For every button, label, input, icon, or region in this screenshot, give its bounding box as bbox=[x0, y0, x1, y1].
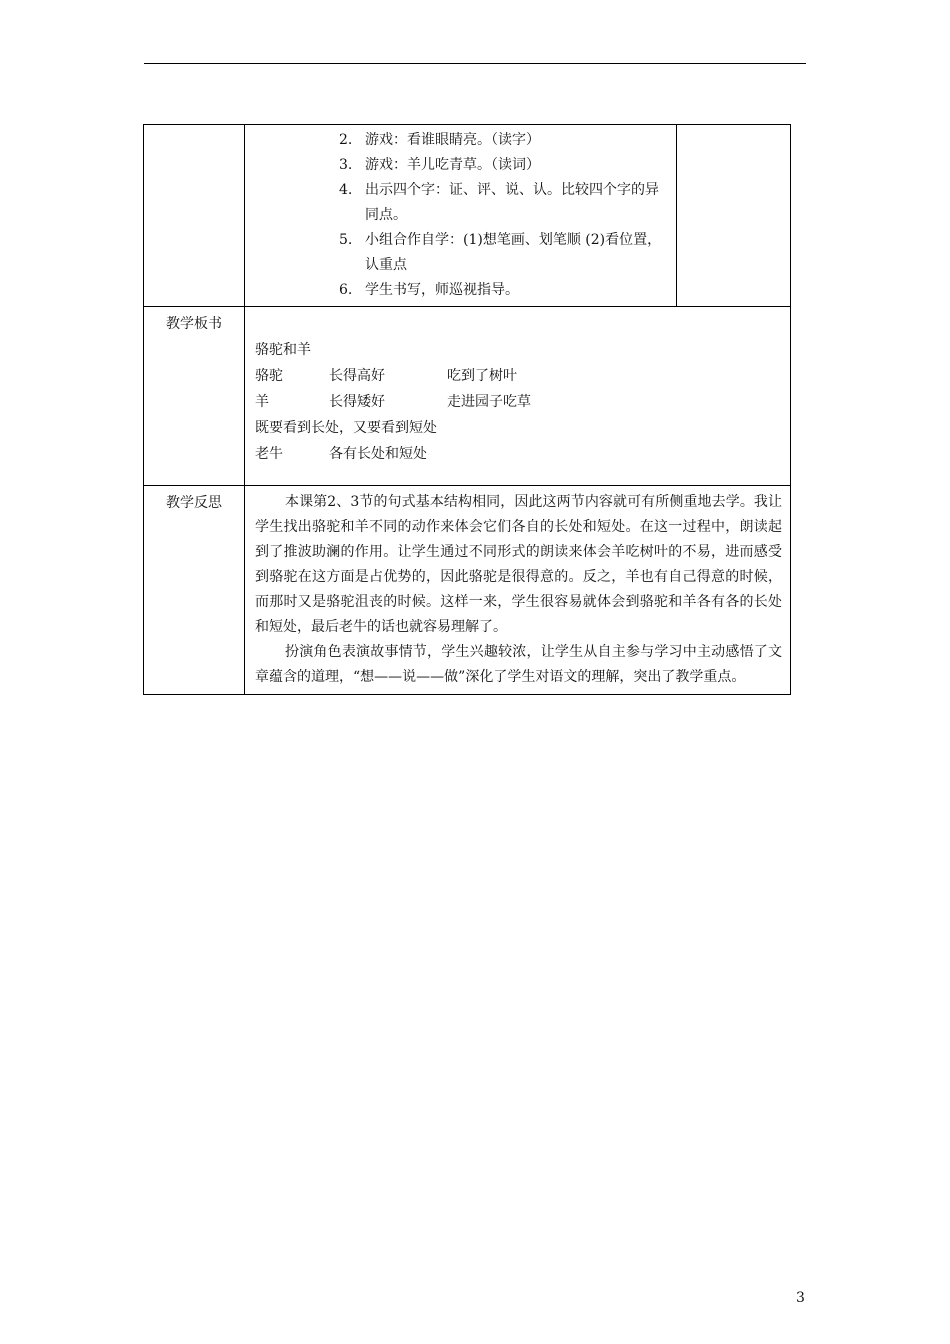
header-rule bbox=[144, 63, 806, 64]
board-result: 吃到了树叶 bbox=[447, 368, 517, 384]
step-number: 2. bbox=[339, 132, 353, 148]
board-line-sheep bbox=[255, 389, 790, 415]
board-result: 走进园子吃草 bbox=[447, 394, 531, 410]
step-number: 4. bbox=[339, 182, 353, 198]
step-text: 游戏：羊儿吃青草。（读词） bbox=[365, 157, 540, 173]
board-line-camel bbox=[255, 363, 790, 389]
steps-notes-cell bbox=[677, 125, 791, 307]
reflection-paragraph: 扮演角色表演故事情节，学生兴趣较浓，让学生从自主参与学习中主动感悟了文章蕴含的道理，“想——说——做”深化了学生对语文的理解，突出了教学重点。 bbox=[255, 644, 782, 685]
board-trait: 长得高好 bbox=[329, 368, 385, 384]
step-text: 游戏：看谁眼睛亮。（读字） bbox=[365, 132, 540, 148]
lesson-plan-table bbox=[143, 124, 791, 695]
step-number: 5. bbox=[339, 232, 353, 248]
step-item bbox=[245, 278, 676, 303]
board-content bbox=[245, 307, 791, 486]
board-trait: 各有长处和短处 bbox=[329, 446, 427, 462]
reflection-content bbox=[245, 486, 791, 695]
board-subject: 羊 bbox=[255, 394, 269, 410]
step-item bbox=[245, 153, 676, 178]
step-text: 出示四个字：证、评、说、认。比较四个字的异同点。 bbox=[365, 182, 659, 223]
reflection-row bbox=[144, 486, 791, 695]
step-text: 学生书写，师巡视指导。 bbox=[365, 282, 519, 298]
board-lesson-line: 既要看到长处，又要看到短处 bbox=[255, 420, 437, 436]
board-trait: 长得矮好 bbox=[329, 394, 385, 410]
step-item bbox=[245, 228, 676, 278]
step-item bbox=[245, 128, 676, 153]
reflection-paragraph: 本课第2、3节的句式基本结构相同，因此这两节内容就可有所侧重地去学。我让学生找出骆驼和羊不同的动作来体会它们各自的长处和短处。在这一过程中，朗读起到了推波助澜的作用。让学生通过不同形式的朗读来体会羊吃树叶的不易，进而感受到骆驼在这方面是占优势的，因此骆驼是很得意的。反之，羊也有自己得意的时候，而那时又是骆驼沮丧的时候。这样一来，学生很容易就体会到骆驼和羊各有各的长处和短处，最后老牛的话也就容易理解了。 bbox=[255, 494, 782, 635]
board-label: 教学板书 bbox=[144, 307, 245, 486]
board-subject: 骆驼 bbox=[255, 368, 283, 384]
board-line-ox bbox=[255, 441, 790, 467]
page-number: 3 bbox=[796, 1290, 805, 1306]
steps-row bbox=[144, 125, 791, 307]
steps-label-cell bbox=[144, 125, 245, 307]
board-subject: 老牛 bbox=[255, 446, 283, 462]
step-number: 6. bbox=[339, 282, 353, 298]
board-title: 骆驼和羊 bbox=[255, 342, 311, 358]
reflection-label: 教学反思 bbox=[144, 486, 245, 695]
step-text: 小组合作自学：(1)想笔画、划笔顺 (2)看位置，认重点 bbox=[365, 232, 662, 273]
board-row bbox=[144, 307, 791, 486]
steps-cell bbox=[245, 125, 677, 307]
step-number: 3. bbox=[339, 157, 353, 173]
step-item bbox=[245, 178, 676, 228]
